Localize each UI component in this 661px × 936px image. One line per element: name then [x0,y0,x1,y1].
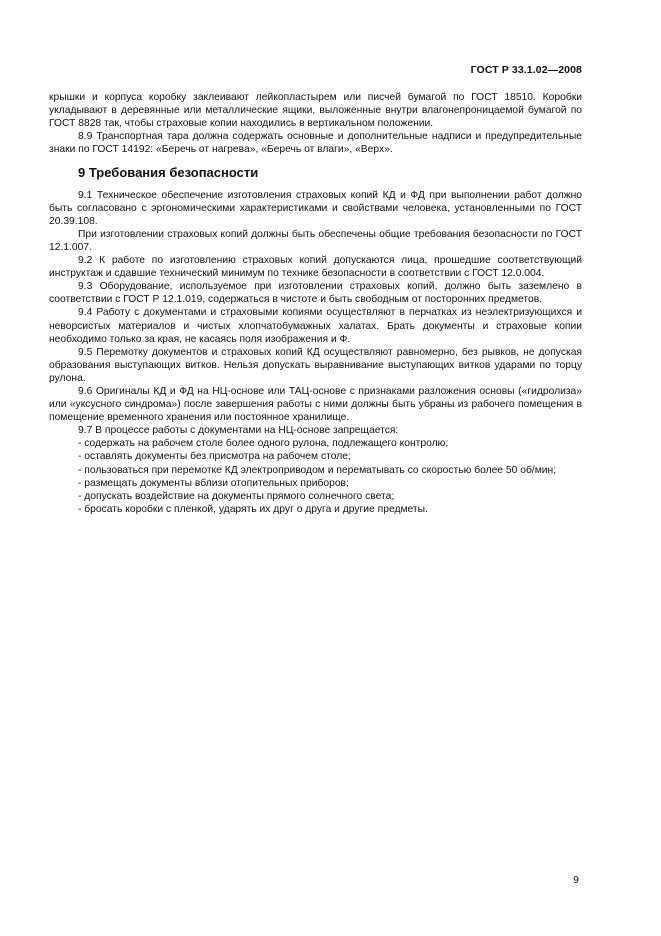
list-item: - бросать коробки с пленкой, ударять их друг о друга и другие предметы. [78,503,428,515]
paragraph-9-7: 9.7 В процессе работы с документами на НЦ-основе запрещается: [78,425,399,437]
list-item: - содержать на рабочем столе более одного рулона, подлежащего контролю; [78,438,449,450]
paragraph-9-5: 9.5 Перемотку документов и страховых копий КД осуществляют равномерно, без рывков, не допуская образования выступающих витков. Нельзя допускать выравнивание выступающих витков ударами по торцу рулона. [49,346,582,384]
list-item: - пользоваться при перемотке КД электроприводом и перематывать со скоростью более 50 об/мин; [78,464,557,476]
document-body [49,91,582,516]
paragraph-9-3: 9.3 Оборудование, используемое при изготовлении страховых копий, должно быть заземлено в соответствии с ГОСТ Р 12.1.019, содержаться в чистоте и быть свободным от посторонних предметов. [49,281,582,306]
paragraph-8-9: 8.9 Транспортная тара должна содержать основные и дополнительные надписи и предупредительные знаки по ГОСТ 14192: «Беречь от нагрева», «Беречь от влаги», «Верх». [49,131,582,156]
list-item: - допускать воздействие на документы прямого солнечного света; [78,490,395,502]
paragraph-9-4: 9.4 Работу с документами и страховыми копиями осуществляют в перчатках из неэлектризующихся и неворсистых материалов и чистых хлопчатобумажных халатах. Брать документы и страховые копии необходимо только за края, не касаясь поля изображения и Ф. [49,307,582,345]
document-code-header: ГОСТ Р 33.1.02—2008 [470,64,582,76]
list-item: - размещать документы вблизи отопительных приборов; [78,477,349,489]
paragraph-9-6: 9.6 Оригиналы КД и ФД на НЦ-основе или ТАЦ-основе с признаками разложения основы («гидролиза» или «уксусного синдрома») после завершения работы с ними должны быть убраны из рабочего помещения в помещение временного хранения или постоянное хранилище. [49,385,582,424]
page-number: 9 [573,874,579,886]
paragraph-9-1: 9.1 Техническое обеспечение изготовления страховых копий КД и ФД при выполнении работ должно быть согласовано с эргономическими характеристиками и свойствами человека, установленными по ГОСТ 20.39.108. [49,189,582,227]
list-item: - оставлять документы без присмотра на рабочем столе; [78,451,351,463]
paragraph-9-2: 9.2 К работе по изготовлению страховых копий допускаются лица, прошедшие соответствующий инструктаж и сдавшие технический минимум по технике безопасности в соответствии с ГОСТ 12.0.004. [49,255,582,280]
paragraph-9-1-b: При изготовлении страховых копий должны быть обеспечены общие требования безопасности по ГОСТ 12.1.007. [49,228,582,253]
paragraph-continuation: крышки и корпуса коробку заклеивают лейкопластырем или писчей бумагой по ГОСТ 18510. Коробки укладывают в деревянные или металлические ящики, выложенные внутри влагонепроницаемой бумагой по ГОСТ 8828 так, чтобы страховые копии находились в вертикальном положении. [49,92,582,130]
section-heading: 9 Требования безопасности [78,165,259,181]
